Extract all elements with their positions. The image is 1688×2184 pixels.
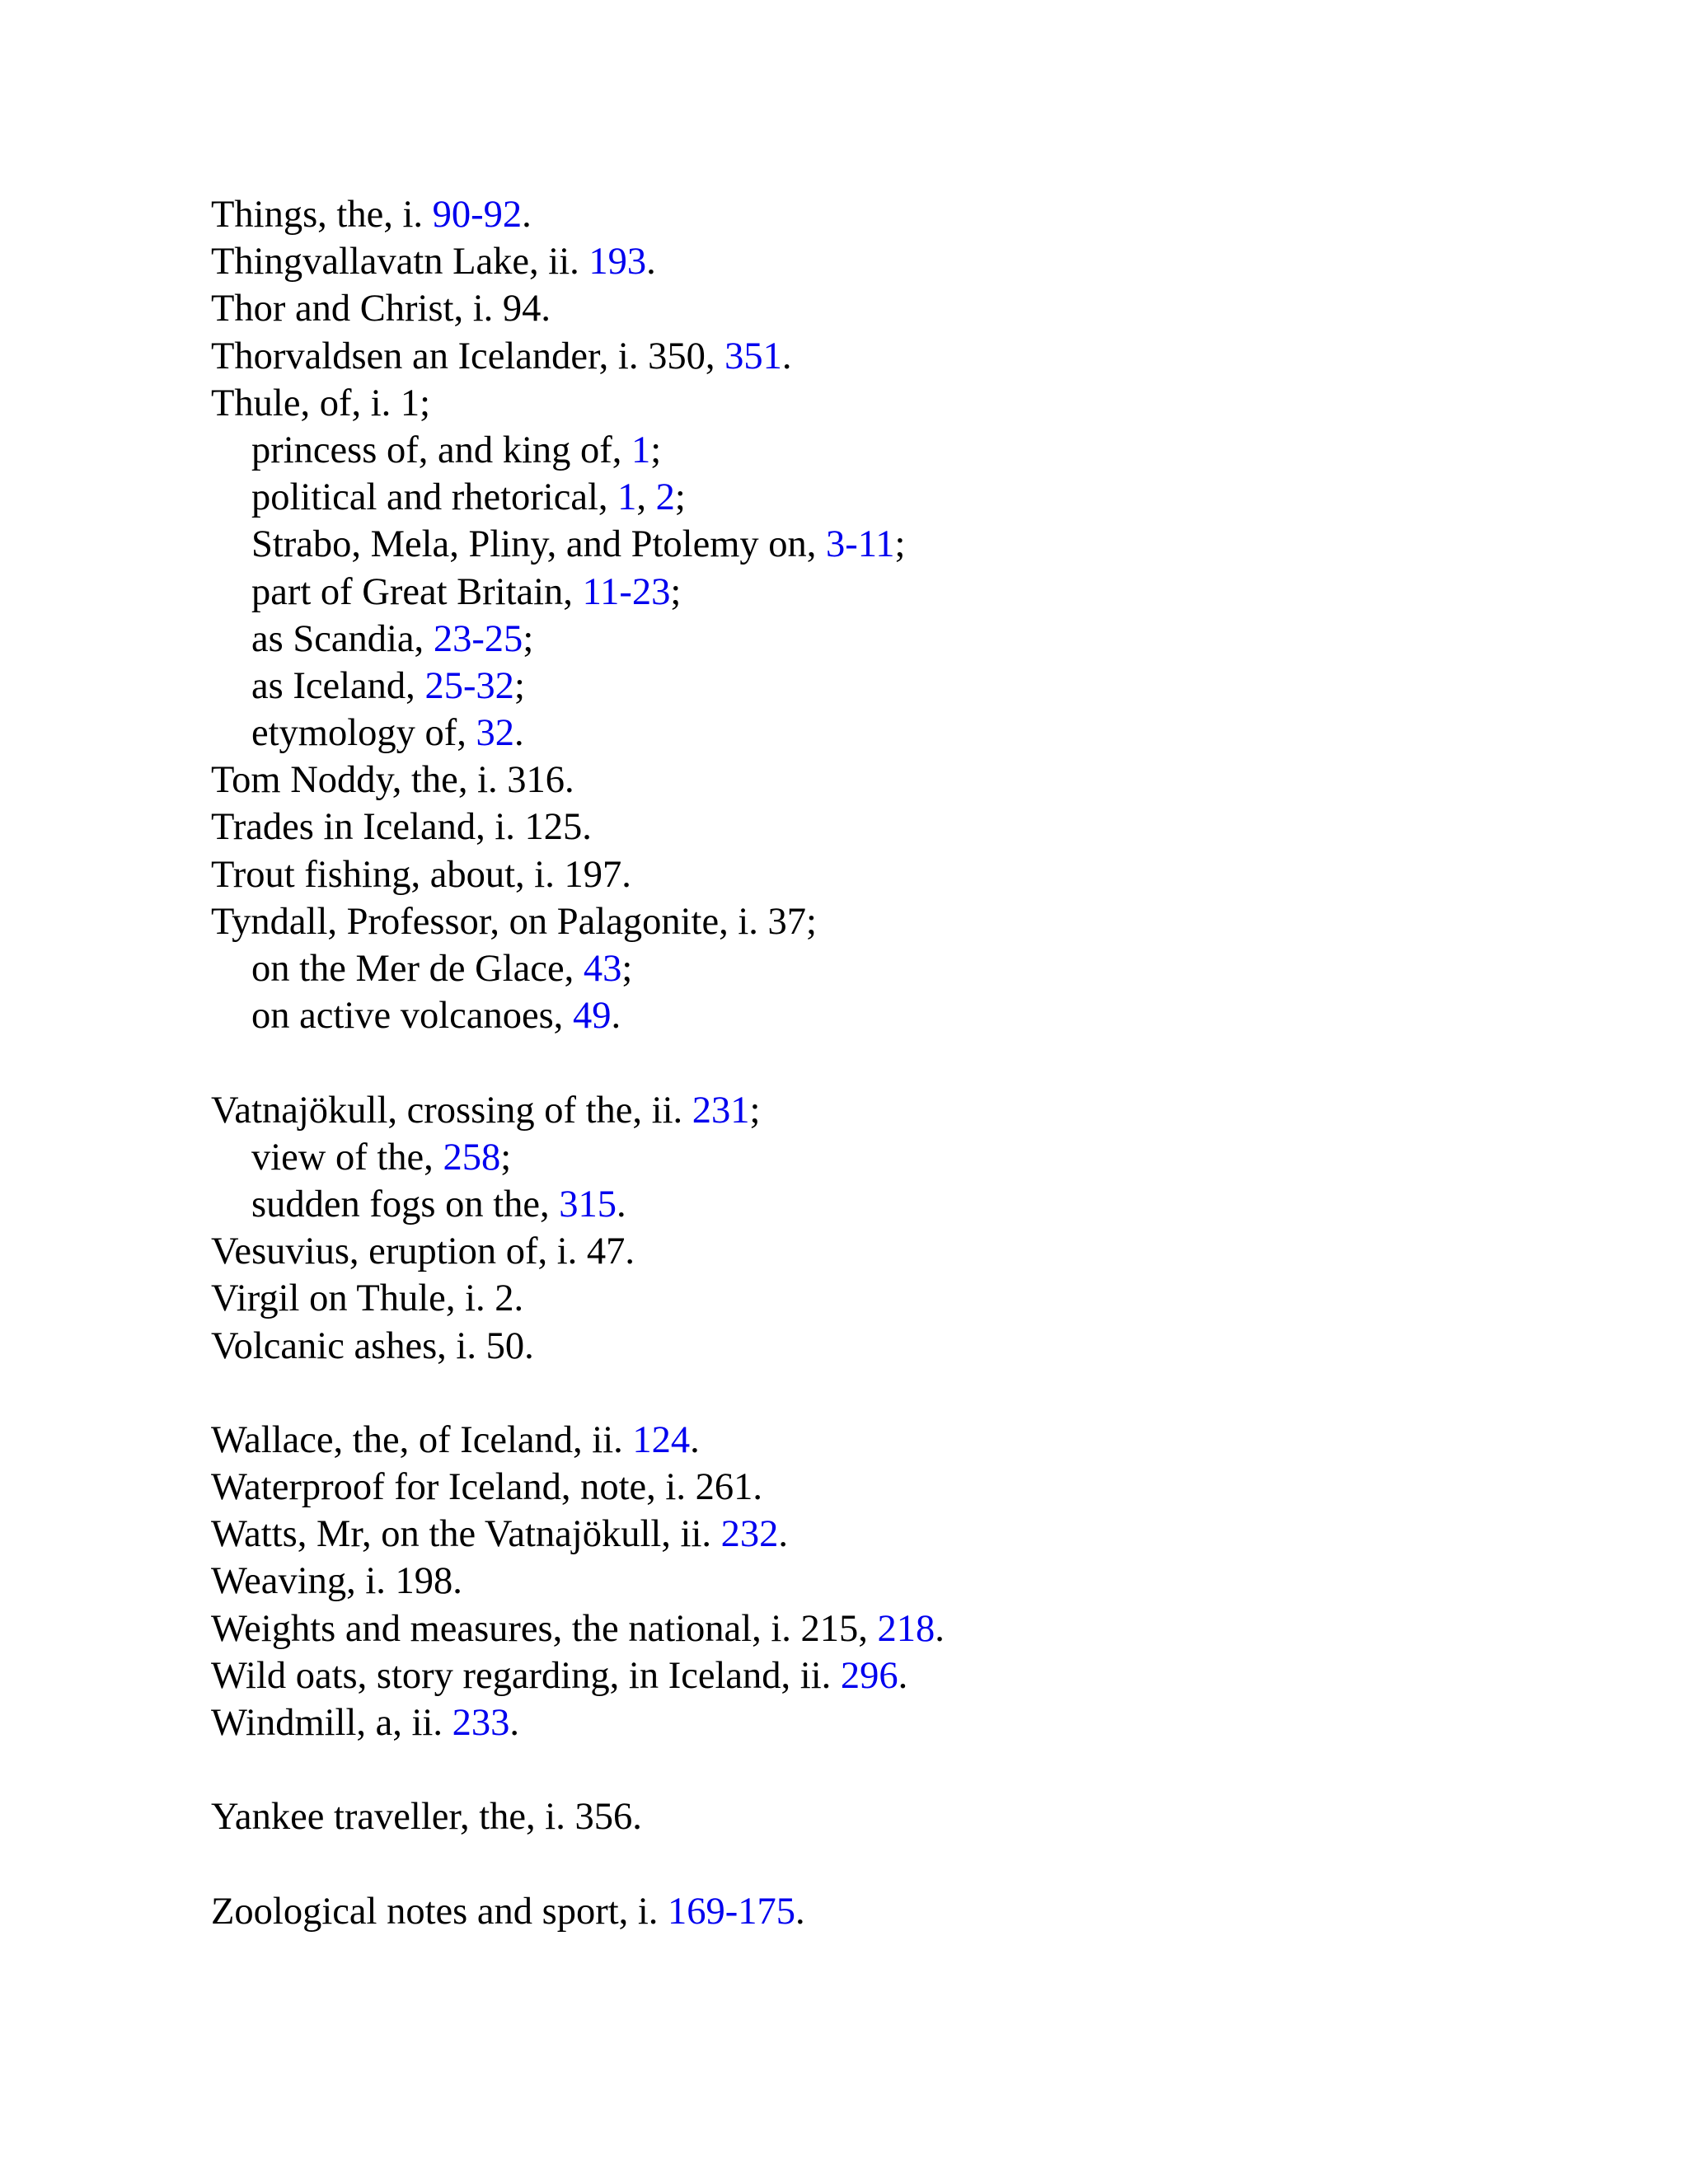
index-subentry: [211, 1134, 1612, 1181]
entry-text: ;: [500, 1136, 512, 1179]
index-section-y: [211, 1793, 1612, 1840]
entry-text: .: [611, 995, 621, 1038]
entry-text: Tyndall, Professor, on Palagonite, i. 37;: [211, 900, 817, 943]
entry-text: Virgil on Thule, i. 2.: [211, 1277, 524, 1320]
page-link[interactable]: 11-23: [582, 570, 671, 613]
index-section-z: [211, 1888, 1612, 1935]
page-link[interactable]: 258: [443, 1136, 501, 1179]
entry-text: Thorvaldsen an Icelander, i. 350,: [211, 335, 725, 377]
index-entry: [211, 1605, 1612, 1652]
entry-text: .: [781, 335, 792, 377]
index-entry: [211, 1087, 1612, 1134]
index-entry: [211, 851, 1612, 898]
index-entry: [211, 757, 1612, 804]
entry-text: Trout fishing, about, i. 197.: [211, 853, 631, 896]
index-subentry: [211, 1181, 1612, 1228]
entry-text: .: [795, 1890, 805, 1933]
page-link[interactable]: 315: [559, 1183, 617, 1226]
index-entry: [211, 1511, 1612, 1558]
entry-text: etymology of,: [251, 712, 476, 755]
page-link[interactable]: 3-11: [826, 523, 895, 566]
page-link[interactable]: 1: [617, 476, 637, 519]
entry-text: as Scandia,: [251, 617, 434, 660]
entry-text: Weaving, i. 198.: [211, 1560, 462, 1603]
entry-text: Yankee traveller, the, i. 356.: [211, 1796, 642, 1839]
index-entry: [211, 1417, 1612, 1464]
entry-text: princess of, and king of,: [251, 429, 632, 471]
section-gap: [211, 1841, 1612, 1888]
entry-text: political and rhetorical,: [251, 476, 618, 519]
entry-text: .: [509, 1702, 519, 1744]
index-entry: [211, 238, 1612, 285]
entry-text: .: [646, 241, 656, 284]
entry-text: Trades in Iceland, i. 125.: [211, 806, 592, 849]
index-subentry: [211, 569, 1612, 616]
index-subentry: [211, 427, 1612, 474]
entry-text: view of the,: [251, 1136, 443, 1179]
page-link[interactable]: 232: [720, 1513, 779, 1556]
entry-text: Vatnajökull, crossing of the, ii.: [211, 1089, 692, 1132]
index-subentry: [211, 945, 1612, 992]
entry-text: .: [690, 1418, 700, 1461]
index-entry: [211, 1652, 1612, 1699]
index-entry: [211, 1464, 1612, 1511]
index-section-t: [211, 191, 1612, 1039]
page-link[interactable]: 2: [655, 476, 675, 519]
entry-text: Vesuvius, eruption of, i. 47.: [211, 1230, 635, 1273]
entry-text: ,: [636, 476, 656, 519]
entry-text: Thingvallavatn Lake, ii.: [211, 241, 589, 284]
page-link[interactable]: 231: [692, 1089, 750, 1132]
index-subentry: [211, 521, 1612, 568]
index-entry: [211, 1699, 1612, 1746]
page-link[interactable]: 169-175: [668, 1890, 796, 1933]
page-link[interactable]: 23-25: [433, 617, 523, 660]
index-subentry: [211, 616, 1612, 663]
section-gap: [211, 1370, 1612, 1417]
page-link[interactable]: 296: [840, 1654, 898, 1697]
index-entry: [211, 1323, 1612, 1370]
entry-text: sudden fogs on the,: [251, 1183, 560, 1226]
page-link[interactable]: 90-92: [432, 194, 523, 236]
page-link[interactable]: 193: [588, 241, 647, 284]
index-subentry: [211, 663, 1612, 710]
entry-text: Thor and Christ, i. 94.: [211, 288, 551, 330]
entry-text: .: [514, 712, 524, 755]
entry-text: Watts, Mr, on the Vatnajökull, ii.: [211, 1513, 721, 1556]
entry-text: Volcanic ashes, i. 50.: [211, 1324, 534, 1367]
index-entry: [211, 1228, 1612, 1275]
page-link[interactable]: 218: [877, 1607, 935, 1650]
index-subentry: [211, 710, 1612, 757]
entry-text: on active volcanoes,: [251, 995, 573, 1038]
page-link[interactable]: 32: [476, 712, 515, 755]
entry-text: Wallace, the, of Iceland, ii.: [211, 1418, 633, 1461]
entry-text: .: [617, 1183, 626, 1226]
index-section-w: [211, 1417, 1612, 1746]
entry-text: ;: [650, 429, 662, 471]
entry-text: ;: [674, 476, 686, 519]
entry-text: Things, the, i.: [211, 194, 433, 236]
entry-text: Tom Noddy, the, i. 316.: [211, 759, 574, 802]
entry-text: ;: [513, 664, 525, 707]
entry-text: ;: [894, 523, 906, 566]
index-entry: [211, 1558, 1612, 1605]
entry-text: on the Mer de Glace,: [251, 948, 584, 990]
entry-text: Weights and measures, the national, i. 215,: [211, 1607, 878, 1650]
section-gap: [211, 1039, 1612, 1086]
entry-text: Waterproof for Iceland, note, i. 261.: [211, 1466, 762, 1509]
entry-text: Zoological notes and sport, i.: [211, 1890, 668, 1933]
entry-text: .: [898, 1654, 908, 1697]
index-entry: [211, 1275, 1612, 1322]
index-entry: [211, 285, 1612, 332]
page-link[interactable]: 1: [631, 429, 651, 471]
entry-text: Wild oats, story regarding, in Iceland, ii.: [211, 1654, 841, 1697]
index-subentry: [211, 474, 1612, 521]
index-subentry: [211, 992, 1612, 1039]
entry-text: ;: [749, 1089, 761, 1132]
index-entry: [211, 191, 1612, 238]
entry-text: Windmill, a, ii.: [211, 1702, 452, 1744]
section-gap: [211, 1746, 1612, 1793]
entry-text: ;: [621, 948, 633, 990]
index-entry: [211, 1793, 1612, 1840]
entry-text: part of Great Britain,: [251, 570, 583, 613]
page-link[interactable]: 124: [632, 1418, 691, 1461]
entry-text: .: [522, 194, 532, 236]
entry-text: as Iceland,: [251, 664, 425, 707]
page-link[interactable]: 25-32: [424, 664, 514, 707]
page-link[interactable]: 49: [572, 995, 612, 1038]
page-link[interactable]: 233: [452, 1702, 510, 1744]
index-section-v: [211, 1087, 1612, 1370]
entry-text: ;: [670, 570, 682, 613]
page-link[interactable]: 43: [583, 948, 622, 990]
index-entry: [211, 1888, 1612, 1935]
entry-text: Strabo, Mela, Pliny, and Ptolemy on,: [251, 523, 827, 566]
entry-text: .: [935, 1607, 945, 1650]
index-entry: [211, 804, 1612, 851]
index-entry: [211, 333, 1612, 380]
index-entry: [211, 380, 1612, 427]
entry-text: Thule, of, i. 1;: [211, 382, 431, 424]
index-page: [211, 191, 1612, 1935]
page-link[interactable]: 351: [724, 335, 782, 377]
entry-text: .: [778, 1513, 789, 1556]
index-entry: [211, 898, 1612, 945]
entry-text: ;: [523, 617, 534, 660]
